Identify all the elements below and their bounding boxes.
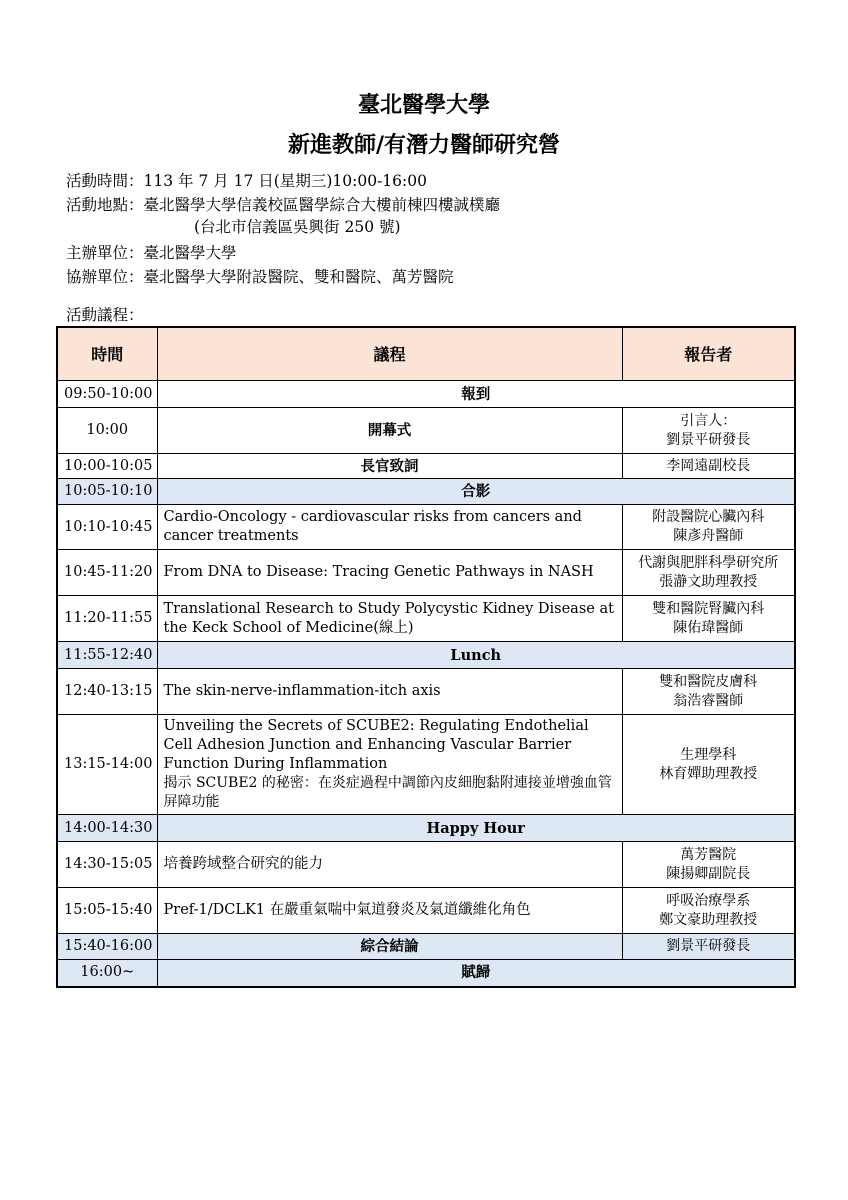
row-topic: From DNA to Disease: Tracing Genetic Pathways in NASH [157, 550, 622, 596]
speaker-line-1: 雙和醫院皮膚科 [659, 673, 758, 690]
info-address: (台北市信義區吳興街 250 號) [194, 218, 401, 236]
agenda-label: 活動議程： [66, 306, 144, 324]
document-subtitle: 新進教師/有潛力醫師研究營 [287, 132, 561, 158]
header-topic: 議程 [157, 327, 622, 381]
table-row [57, 888, 795, 934]
table-row [57, 934, 795, 960]
row-time: 16:00~ [57, 960, 157, 987]
row-topic: 培養跨域整合研究的能力 [157, 842, 622, 888]
row-topic: Pref-1/DCLK1 在嚴重氣喘中氣道發炎及氣道纖維化角色 [157, 888, 622, 934]
topic-chinese: 揭示 SCUBE2 的秘密：在炎症過程中調節內皮細胞黏附連接並增強血管屏障功能 [163, 775, 612, 810]
table-row [57, 505, 795, 550]
row-speaker [622, 408, 795, 454]
row-topic: Translational Research to Study Polycystic Kidney Disease at the Keck School of Medicine(線上) [157, 596, 622, 642]
row-time: 15:05-15:40 [57, 888, 157, 934]
table-row [57, 454, 795, 479]
row-speaker [622, 888, 795, 934]
table-row [57, 479, 795, 505]
table-row [57, 842, 795, 888]
row-topic [157, 715, 622, 815]
table-row [57, 550, 795, 596]
row-topic: 報到 [157, 381, 795, 408]
speaker-line-2: 翁浩睿醫師 [673, 692, 744, 709]
row-time: 12:40-13:15 [57, 669, 157, 715]
row-time: 14:30-15:05 [57, 842, 157, 888]
speaker-line-1: 代謝與肥胖科學研究所 [638, 554, 779, 571]
info-place: 活動地點：臺北醫學大學信義校區醫學綜合大樓前棟四樓誠樸廳 [66, 196, 501, 214]
table-row [57, 642, 795, 669]
row-time: 10:45-11:20 [57, 550, 157, 596]
speaker-line-2: 鄭文豪助理教授 [659, 911, 758, 928]
agenda-table [56, 326, 796, 988]
row-time: 10:10-10:45 [57, 505, 157, 550]
info-organizer: 主辦單位：臺北醫學大學 [66, 244, 237, 262]
row-time: 14:00-14:30 [57, 815, 157, 842]
table-row [57, 960, 795, 987]
speaker-line-1: 呼吸治療學系 [666, 892, 751, 909]
row-topic: 綜合結論 [157, 934, 622, 960]
speaker-line-2: 陳佑瑋醫師 [673, 619, 744, 636]
row-speaker: 李岡遠副校長 [622, 454, 795, 479]
table-row [57, 815, 795, 842]
row-speaker [622, 842, 795, 888]
row-time: 11:55-12:40 [57, 642, 157, 669]
row-speaker [622, 550, 795, 596]
info-co-organizer: 協辦單位：臺北醫學大學附設醫院、雙和醫院、萬芳醫院 [66, 268, 454, 286]
topic-english: Unveiling the Secrets of SCUBE2: Regulating Endothelial Cell Adhesion Junction and Enhancing Vascular Barrier Function During Inflammation [163, 718, 589, 772]
row-topic: Lunch [157, 642, 795, 669]
header-time: 時間 [57, 327, 157, 381]
row-topic: 長官致詞 [157, 454, 622, 479]
info-time: 活動時間：113 年 7 月 17 日(星期三)10:00-16:00 [66, 172, 427, 190]
speaker-line-1: 雙和醫院腎臟內科 [652, 600, 765, 617]
row-speaker [622, 669, 795, 715]
speaker-line-2: 陳揚卿副院長 [666, 865, 751, 882]
speaker-line-1: 引言人： [680, 412, 737, 429]
row-speaker [622, 505, 795, 550]
table-row [57, 669, 795, 715]
row-speaker [622, 596, 795, 642]
row-time: 10:00 [57, 408, 157, 454]
speaker-line-2: 劉景平研發長 [666, 431, 751, 448]
row-time: 13:15-14:00 [57, 715, 157, 815]
table-header-row [57, 327, 795, 381]
speaker-line-2: 陳彥舟醫師 [673, 528, 744, 544]
speaker-line-1: 附設醫院心臟內科 [652, 509, 765, 525]
table-row [57, 381, 795, 408]
speaker-line-2: 張瀞文助理教授 [659, 573, 758, 590]
header-speaker: 報告者 [622, 327, 795, 381]
row-speaker: 劉景平研發長 [622, 934, 795, 960]
row-speaker [622, 715, 795, 815]
speaker-line-1: 萬芳醫院 [680, 846, 737, 863]
row-time: 10:00-10:05 [57, 454, 157, 479]
row-topic: 開幕式 [157, 408, 622, 454]
table-row [57, 715, 795, 815]
row-topic: Happy Hour [157, 815, 795, 842]
row-topic: 合影 [157, 479, 795, 505]
row-time: 10:05-10:10 [57, 479, 157, 505]
speaker-line-2: 林育嬋助理教授 [659, 765, 758, 782]
row-topic: The skin-nerve-inflammation-itch axis [157, 669, 622, 715]
row-time: 15:40-16:00 [57, 934, 157, 960]
document-title: 臺北醫學大學 [357, 92, 490, 118]
row-topic: Cardio-Oncology - cardiovascular risks from cancers and cancer treatments [157, 505, 622, 550]
row-topic: 賦歸 [157, 960, 795, 987]
table-row [57, 408, 795, 454]
speaker-line-1: 生理學科 [680, 746, 737, 763]
row-time: 11:20-11:55 [57, 596, 157, 642]
table-row [57, 596, 795, 642]
row-time: 09:50-10:00 [57, 381, 157, 408]
